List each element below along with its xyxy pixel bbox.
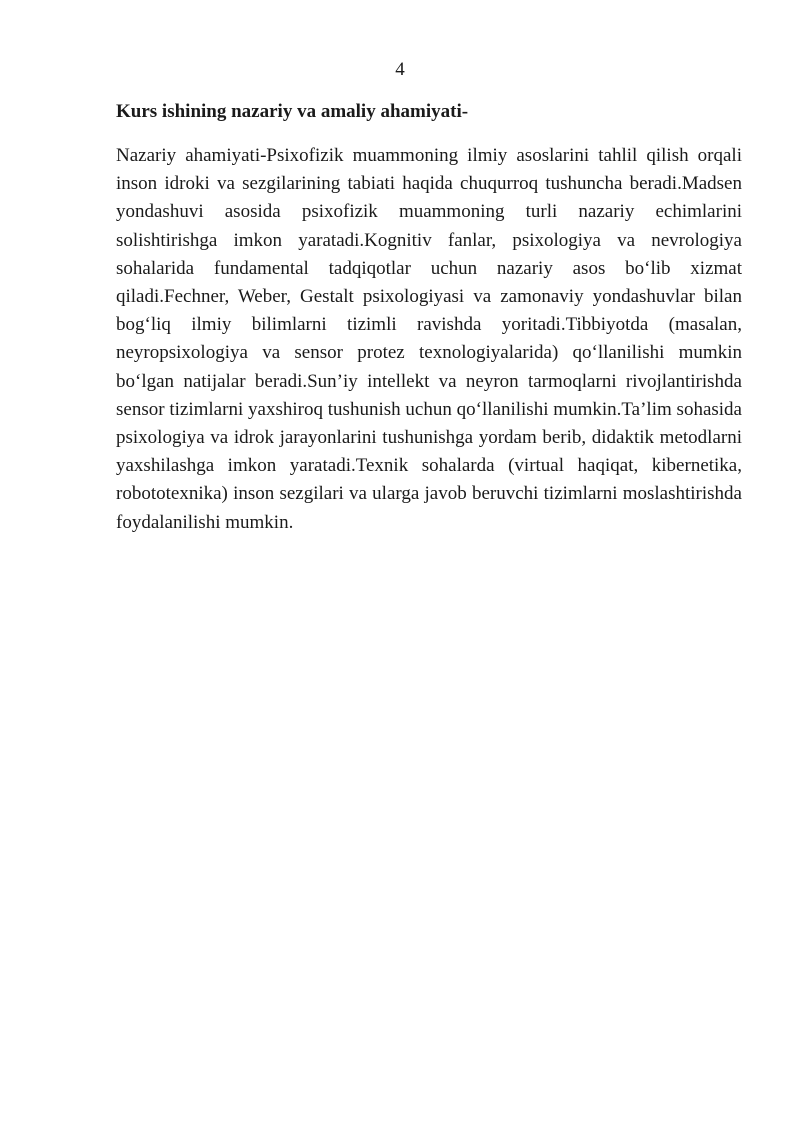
- page-number: 4: [395, 59, 405, 80]
- body-paragraph: Nazariy ahamiyati-Psixofizik muammoning ilmiy asoslarini tahlil qilish orqali inson idroki va sezgilarining tabiati haqida chuqurroq tushuncha beradi.Madsen yondashuvi asosida psixofizik muammoning turli nazariy echimlarini solishtirishga imkon yaratadi.Kognitiv fanlar, psixologiya va nevrologiya sohalarida fundamental tadqiqotlar uchun nazariy asos bo‘lib xizmat qiladi.Fechner, Weber, Gestalt psixologiyasi va zamonaviy yondashuvlar bilan bog‘liq ilmiy bilimlarni tizimli ravishda yoritadi.Tibbiyotda (masalan, neyropsixologiya va sensor protez texnologiyalarida) qo‘llanilishi mumkin bo‘lgan natijalar beradi.Sun’iy intellekt va neyron tarmoqlarni rivojlantirishda sensor tizimlarni yaxshiroq tushunish uchun qo‘llanilishi mumkin.Ta’lim sohasida psixologiya va idrok jarayonlarini tushunishga yordam berib, didaktik metodlarni yaxshilashga imkon yaratadi.Texnik sohalarda (virtual haqiqat, kibernetika, robototexnika) inson sezgilari va ularga javob beruvchi tizimlarni moslashtirishda foydalanilishi mumkin.: [116, 145, 742, 533]
- section-heading: Kurs ishining nazariy va amaliy ahamiyati-: [116, 101, 469, 122]
